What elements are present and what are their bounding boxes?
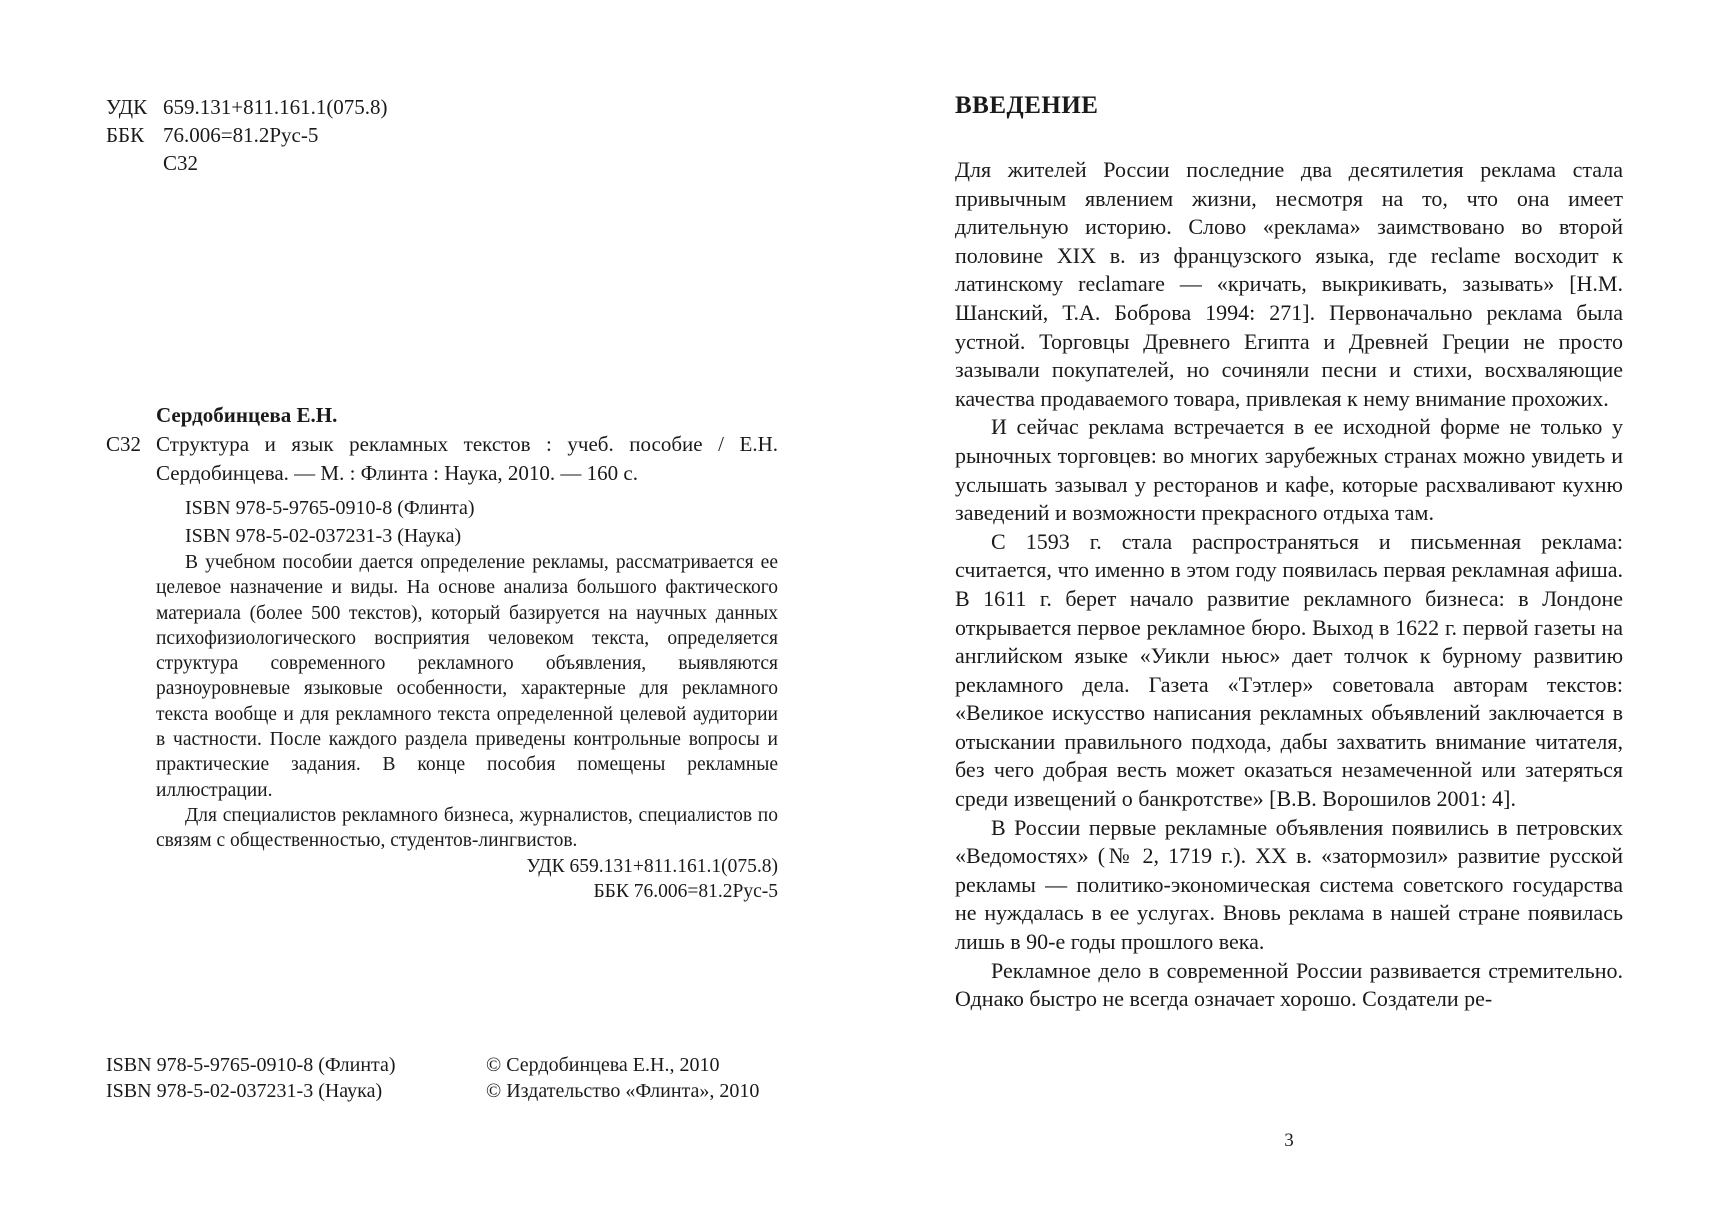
catalog-card	[106, 400, 778, 904]
annotation	[156, 550, 778, 904]
annotation-text: В учебном пособии дается определение рекламы, рассматривается ее целевое назначение и виды. На основе анализа большого фактического материала (более 500 текстов), который базируется на научных данных психофизиологического восприятия человеком текста, определяется структура современного рекламного объявления, выявляются разноуровневые языковые особенности, характерные для рекламного текста вообще и для рекламного текста определенной целевой аудитории в частности. После каждого раздела приведены контрольные вопросы и практические задания. В конце пособия помещены рекламные иллюстрации.	[156, 552, 778, 801]
card-code: С32	[106, 432, 142, 456]
copyright-author: © Сердобинцева Е.Н., 2010	[486, 1054, 720, 1076]
card-isbn-nauka: ISBN 978-5-02-037231-3 (Наука)	[185, 525, 462, 547]
card-entry	[106, 430, 778, 488]
card-isbn-flinta: ISBN 978-5-9765-0910-8 (Флинта)	[185, 497, 475, 519]
udk-row	[106, 93, 388, 121]
chapter-body	[955, 156, 1623, 1014]
classification-header	[106, 93, 388, 177]
card-author: Сердобинцева Е.Н.	[156, 403, 338, 427]
udk-value: 659.131+811.161.1(075.8)	[163, 95, 388, 119]
chapter-title: ВВЕДЕНИЕ	[955, 92, 1099, 119]
bbk-row	[106, 121, 388, 149]
right-page	[955, 0, 1623, 1211]
bbk-label: ББК	[106, 123, 145, 147]
udk-label: УДК	[106, 95, 148, 119]
card-udk-line: УДК 659.131+811.161.1(075.8)	[526, 855, 778, 877]
paragraph: В России первые рекламные объявления появились в петровских «Ведомостях» (№ 2, 1719 г.). XX в. «затормозил» развитие русской рекламы — политико-экономическая система советского государства не нуждалась в ее услугах. Вновь реклама в нашей стране появилась лишь в 90-е годы прошлого века.	[955, 814, 1623, 955]
imprint-isbn-nauka: ISBN 978-5-02-037231-3 (Наука)	[106, 1080, 383, 1102]
audience-text: Для специалистов рекламного бизнеса, журналистов, специалистов по связям с общественностью, студентов-лингвистов.	[156, 804, 778, 852]
card-isbn-list	[185, 494, 778, 550]
bbk-value: 76.006=81.2Рус-5	[163, 123, 319, 147]
card-bbk-line: ББК 76.006=81.2Рус-5	[593, 880, 778, 902]
imprint-isbn	[106, 1052, 396, 1104]
bibliographic-description: Структура и язык рекламных текстов : учеб. пособие / Е.Н. Сердобинцева. — М. : Флинта : Наука, 2010. — 160 с.	[156, 432, 778, 485]
page-number: 3	[1284, 1130, 1294, 1151]
paragraph: И сейчас реклама встречается в ее исходной форме не только у рыночных торговцев: во многих зарубежных странах можно увидеть и услышать зазывал у ресторанов и кафе, которые расхваливают кухню заведений и возможности прекрасного отдыха там.	[955, 414, 1623, 526]
imprint-copyright	[486, 1052, 759, 1104]
paragraph: Рекламное дело в современной России развивается стремительно. Однако быстро не всегда означает хорошо. Создатели ре-	[955, 957, 1623, 1012]
paragraph: Для жителей России последние два десятилетия реклама стала привычным явлением жизни, несмотря на то, что она имеет длительную историю. Слово «реклама» заимствовано во второй половине XIX в. из французского языка, где reclame восходит к латинскому reclamare — «кричать, выкрикивать, зазывать» [Н.М. Шанский, Т.А. Боброва 1994: 271]. Первоначально реклама была устной. Торговцы Древнего Египта и Древней Греции не просто зазывали покупателей, но сочиняли песни и стихи, восхваляющие качества продаваемого товара, привлекая к нему внимание прохожих.	[955, 157, 1623, 411]
copyright-publisher: © Издательство «Флинта», 2010	[486, 1080, 760, 1102]
author-mark: С32	[163, 151, 199, 175]
left-page	[106, 0, 778, 1211]
imprint-isbn-flinta: ISBN 978-5-9765-0910-8 (Флинта)	[106, 1054, 396, 1076]
paragraph: С 1593 г. стала распространяться и письменная реклама: считается, что именно в этом году появилась первая рекламная афиша. В 1611 г. берет начало развитие рекламного бизнеса: в Лондоне открывается первое рекламное бюро. Выход в 1622 г. первой газеты на английском языке «Уикли ньюс» дает толчок к бурному развитию рекламного дела. Газета «Тэтлер» советовала авторам текстов: «Великое искусство написания рекламных объявлений заключается в отыскании правильного подхода, дабы захватить внимание читателя, без чего добрая весть может оказаться незамеченной или затеряться среди извещений о банкротстве» [В.В. Ворошилов 2001: 4].	[955, 528, 1623, 812]
